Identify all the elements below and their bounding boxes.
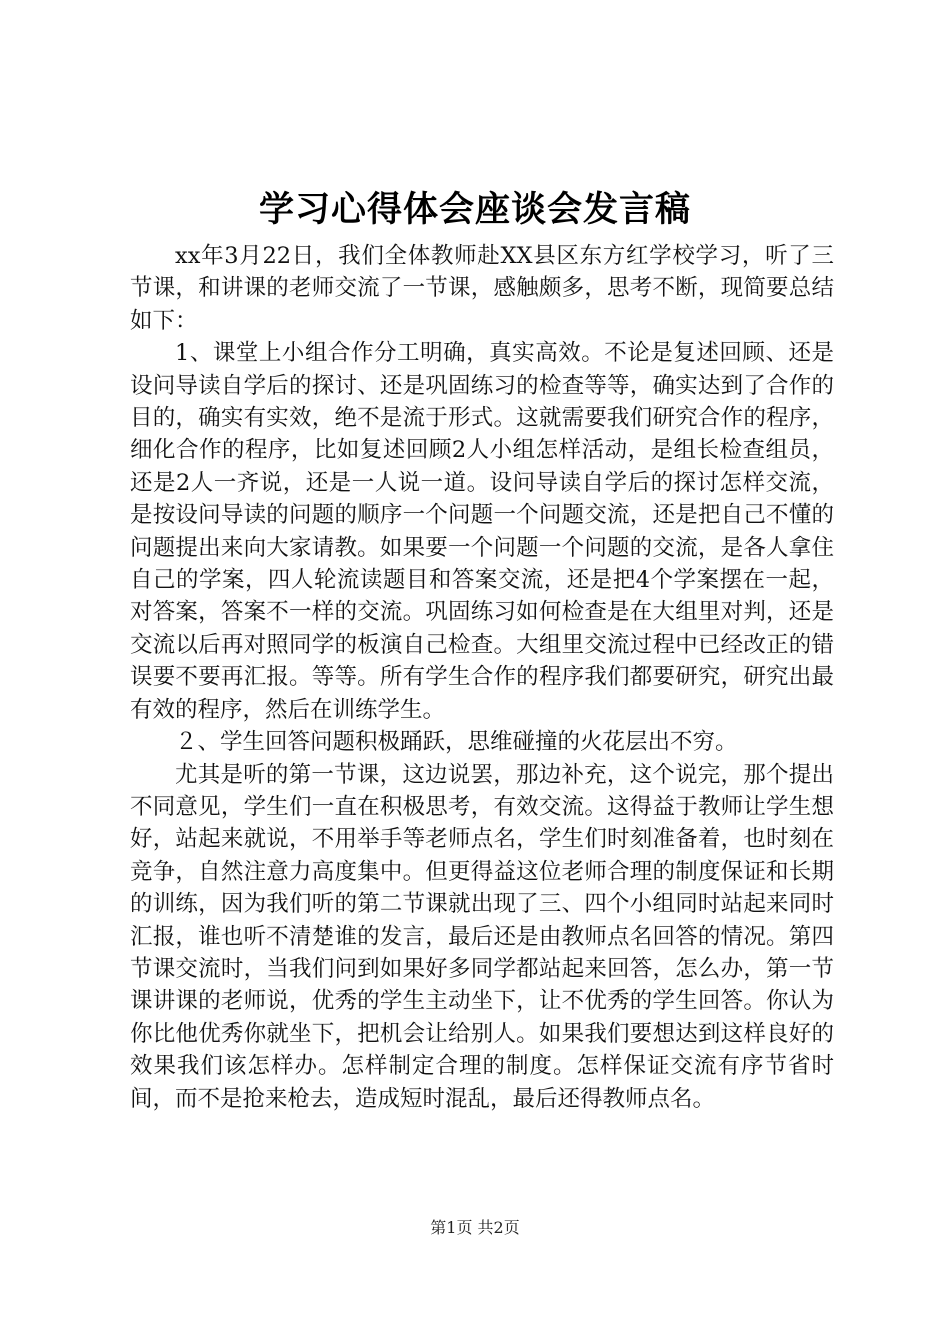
page-number-footer: 第1页 共2页 <box>430 1218 520 1237</box>
paragraph-intro: xx年3月22日，我们全体教师赴XX县区东方红学校学习，听了三节课，和讲课的老师交流了一节课，感触颇多，思考不断，现简要总结如下： <box>130 243 834 334</box>
document-title: 学习心得体会座谈会发言稿 <box>258 190 691 230</box>
paragraph-point-2-detail: 尤其是听的第一节课，这边说罢，那边补充，这个说完，那个提出不同意见，学生们一直在积极思考，有效交流。这得益于教师让学生想好，站起来就说，不用举手等老师点名，学生们时刻准备着，也时刻在竞争，自然注意力高度集中。但更得益这位老师合理的制度保证和长期的训练，因为我们听的第二节课就出现了三、四个小组同时站起来同时汇报，谁也听不清楚谁的发言，最后还是由教师点名回答的情况。第四节课交流时，当我们问到如果好多同学都站起来回答，怎么办，第一节课讲课的老师说，优秀的学生主动坐下，让不优秀的学生回答。你认为你比他优秀你就坐下，把机会让给别人。如果我们要想达到这样良好的效果我们该怎样办。怎样制定合理的制度。怎样保证交流有序节省时间，而不是抢来枪去，造成短时混乱，最后还得教师点名。 <box>130 761 834 1112</box>
paragraph-point-2: ２、学生回答问题积极踊跃，思维碰撞的火花层出不穷。 <box>175 729 738 756</box>
paragraph-point-1: 1、课堂上小组合作分工明确，真实高效。不论是复述回顾、还是设问导读自学后的探讨、还是巩固练习的检查等等，确实达到了合作的目的，确实有实效，绝不是流于形式。这就需要我们研究合作的程序，细化合作的程序，比如复述回顾2人小组怎样活动，是组长检查组员，还是2人一齐说，还是一人说一道。设问导读自学后的探讨怎样交流，是按设问导读的问题的顺序一个问题一个问题交流，还是把自己不懂的问题提出来向大家请教。如果要一个问题一个问题的交流，是各人拿住自己的学案，四人轮流读题目和答案交流，还是把4个学案摆在一起，对答案，答案不一样的交流。巩固练习如何检查是在大组里对判，还是交流以后再对照同学的板演自己检查。大组里交流过程中已经改正的错误要不要再汇报。等等。所有学生合作的程序我们都要研究，研究出最有效的程序，然后在训练学生。 <box>130 340 834 723</box>
document-body <box>130 240 834 1115</box>
